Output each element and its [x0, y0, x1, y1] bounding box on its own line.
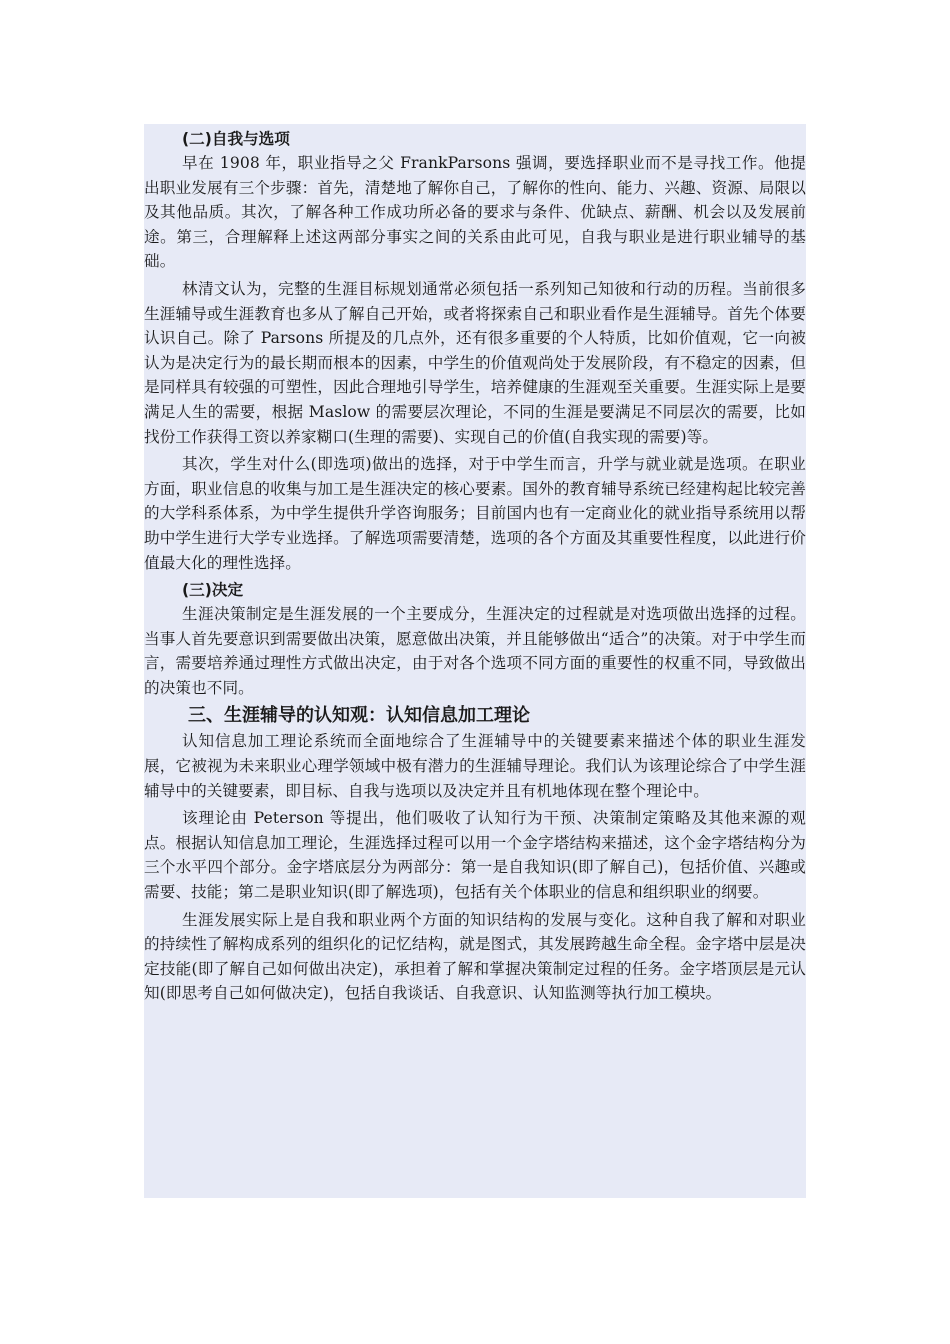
- paragraph: 认知信息加工理论系统而全面地综合了生涯辅导中的关键要素来描述个体的职业生涯发展，它被视为未来职业心理学领域中极有潜力的生涯辅导理论。我们认为该理论综合了中学生涯辅导中的关键要素，即目标、自我与选项以及决定并且有机地体现在整个理论中。: [144, 732, 806, 800]
- paragraph: 林清文认为，完整的生涯目标规划通常必须包括一系列知己知彼和行动的历程。当前很多生涯辅导或生涯教育也多从了解自己开始，或者将探索自己和职业看作是生涯辅导。首先个体要认识自己。除了 Parsons 所提及的几点外，还有很多重要的个人特质，比如价值观，它一向被认为是决定行为的最长期而根本的因素，中学生的价值观尚处于发展阶段，有不稳定的因素，但是同样具有较强的可塑性，因此合理地引导学生，培养健康的生涯观至关重要。生涯实际上是要满足人生的需要，根据 Maslow 的需要层次理论，不同的生涯是要满足不同层次的需要，比如找份工作获得工资以养家糊口(生理的需要)、实现自己的价值(自我实现的需要)等。: [144, 279, 806, 446]
- paragraph: 生涯决策制定是生涯发展的一个主要成分，生涯决定的过程就是对选项做出选择的过程。当事人首先要意识到需要做出决策，愿意做出决策，并且能够做出“适合”的决策。对于中学生而言，需要培养通过理性方式做出决定，由于对各个选项不同方面的重要性的权重不同，导致做出的决策也不同。: [144, 605, 806, 697]
- paragraph: 其次，学生对什么(即选项)做出的选择，对于中学生而言，升学与就业就是选项。在职业方面，职业信息的收集与加工是生涯决定的核心要素。国外的教育辅导系统已经建构起比较完善的大学科系体系，为中学生提供升学咨询服务；目前国内也有一定商业化的就业指导系统用以帮助中学生进行大学专业选择。了解选项需要清楚，选项的各个方面及其重要性程度，以此进行价值最大化的理性选择。: [144, 455, 806, 572]
- paragraph: 生涯发展实际上是自我和职业两个方面的知识结构的发展与变化。这种自我了解和对职业的持续性了解构成系列的组织化的记忆结构，就是图式，其发展跨越生命全程。金字塔中层是决定技能(即了解自己如何做出决定)，承担着了解和掌握决策制定过程的任务。金字塔顶层是元认知(即思考自己如何做决定)，包括自我谈话、自我意识、认知监测等执行加工模块。: [144, 910, 806, 1003]
- chapter-cognitive-view: [144, 703, 806, 1006]
- section-heading: (三)决定: [182, 581, 244, 600]
- section-self-and-options: [144, 127, 806, 575]
- paragraph: 该理论由 Peterson 等提出，他们吸收了认知行为干预、决策制定策略及其他来源的观点。根据认知信息加工理论，生涯选择过程可以用一个金字塔结构来描述，这个金字塔结构分为三个水平四个部分。金字塔底层分为两部分：第一是自我知识(即了解自己)，包括价值、兴趣或需要、技能；第二是职业知识(即了解选项)，包括有关个体职业的信息和组织职业的纲要。: [144, 809, 806, 902]
- chapter-title: 三、生涯辅导的认知观：认知信息加工理论: [188, 705, 530, 727]
- section-decision: [144, 578, 806, 700]
- paragraph: 早在 1908 年，职业指导之父 FrankParsons 强调，要选择职业而不是寻找工作。他提出职业发展有三个步骤：首先，清楚地了解你自己，了解你的性向、能力、兴趣、资源、局限以及其他品质。其次，了解各种工作成功所必备的要求与条件、优缺点、薪酬、机会以及发展前途。第三，合理解释上述这两部分事实之间的关系由此可见，自我与职业是进行职业辅导的基础。: [144, 154, 806, 271]
- section-heading: (二)自我与选项: [182, 130, 290, 148]
- document-body: [144, 124, 806, 1198]
